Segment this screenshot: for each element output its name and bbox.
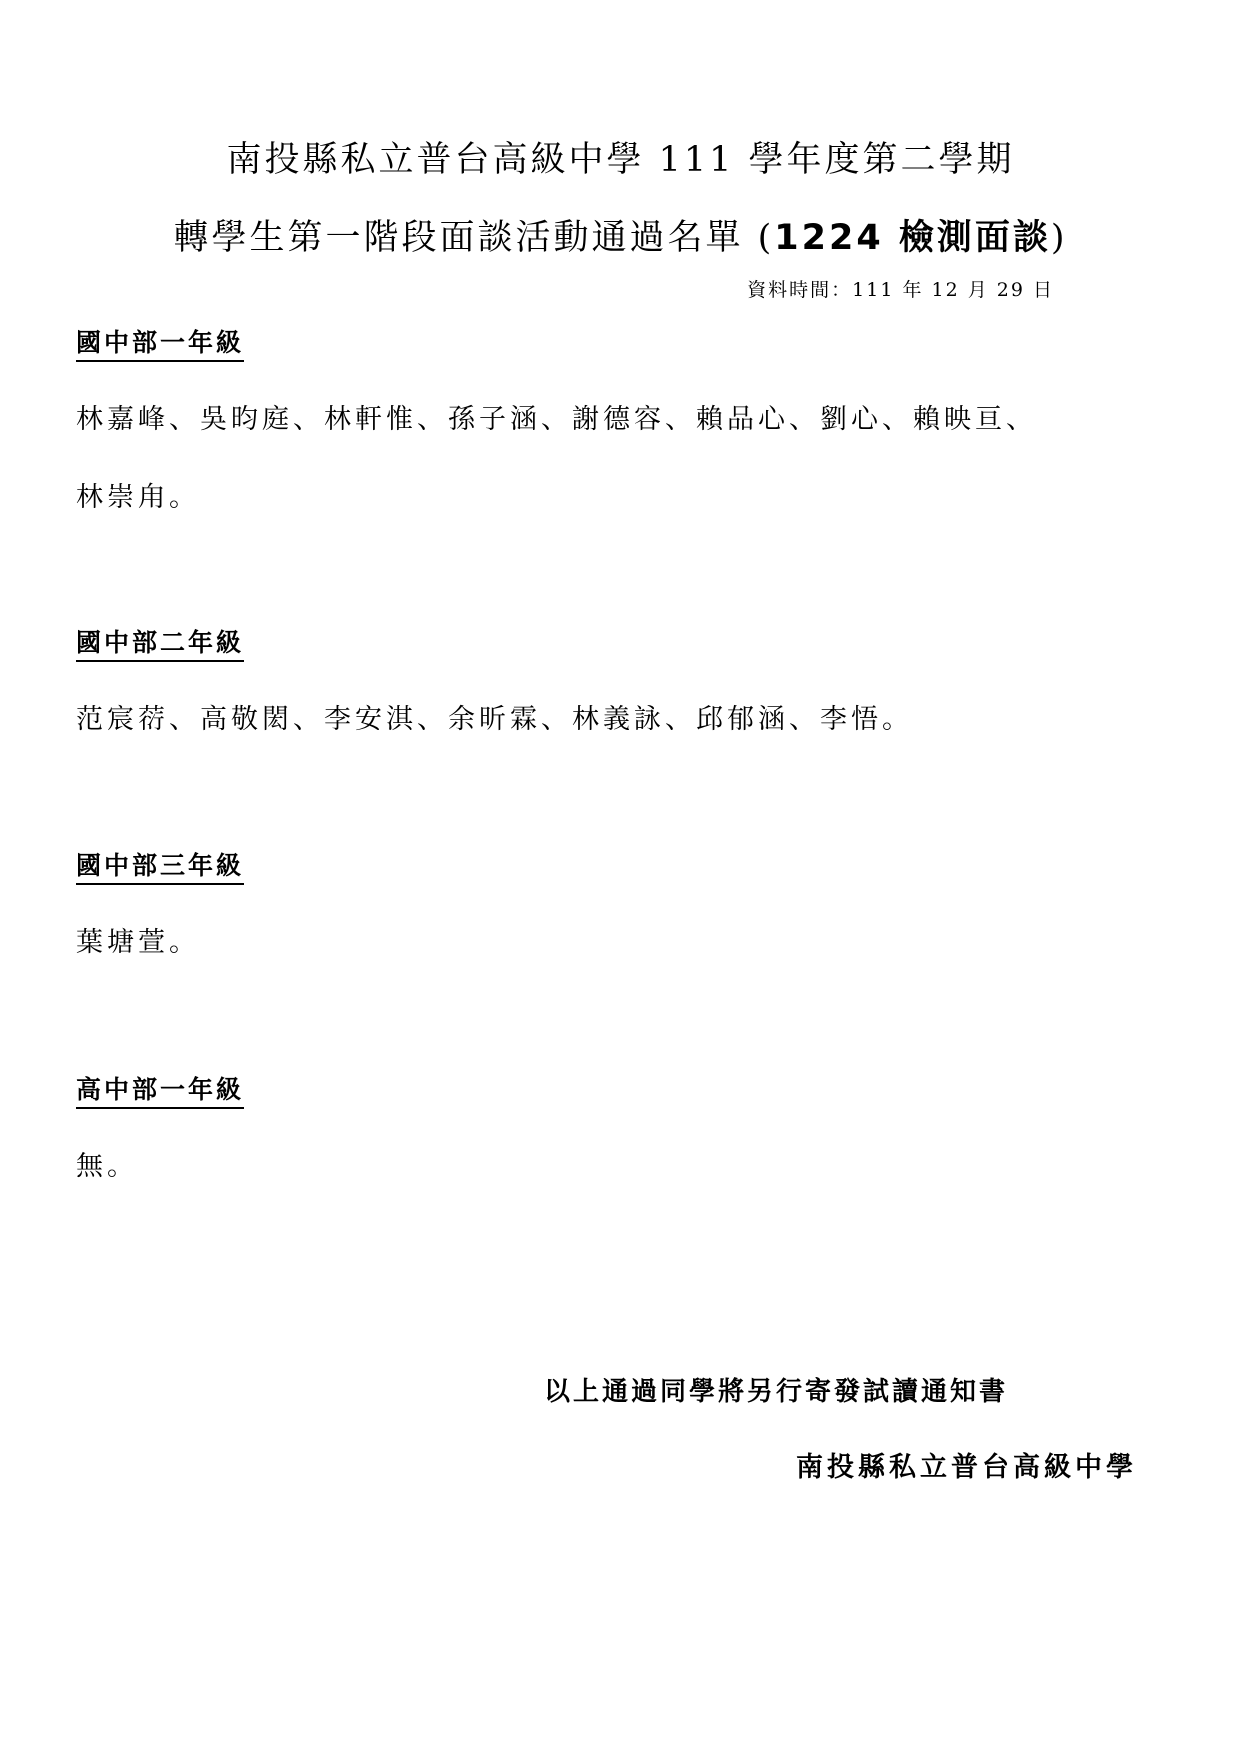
section-heading-junior-grade-3: 國中部三年級 <box>76 851 244 885</box>
title-line-2-prefix: 轉學生第一階段面談活動通過名單 ( <box>173 218 775 258</box>
name-list-line: 范宸葕、高敬閎、李安淇、余昕霖、林義詠、邱郁涵、李悟。 <box>76 704 913 735</box>
section-heading-junior-grade-1: 國中部一年級 <box>76 328 244 362</box>
name-list-line: 葉塘萱。 <box>76 927 200 958</box>
section-heading-junior-grade-2: 國中部二年級 <box>76 628 244 662</box>
document-title-line-1: 南投縣私立普台高級中學 111 學年度第二學期 <box>226 140 1015 180</box>
title-line-2-bold: 1224 檢測面談 <box>774 218 1051 258</box>
section-list-junior-grade-3 <box>76 904 1156 982</box>
footer-note: 以上通過同學將另行寄發試讀通知書 <box>544 1377 1009 1407</box>
section-list-junior-grade-1 <box>76 381 1156 537</box>
data-timestamp: 資料時間：111 年 12 月 29 日 <box>747 279 1054 301</box>
section-heading-senior-grade-1: 高中部一年級 <box>76 1075 244 1109</box>
section-list-senior-grade-1 <box>76 1128 1156 1206</box>
name-list-line: 林嘉峰、吳昀庭、林軒惟、孫子涵、謝德容、賴品心、劉心、賴映亘、 <box>76 404 1037 435</box>
name-list-line: 林崇甪。 <box>76 482 200 513</box>
name-list-line: 無。 <box>76 1151 138 1182</box>
footer-school-name: 南投縣私立普台高級中學 <box>796 1452 1137 1483</box>
title-line-2-suffix: ) <box>1050 218 1068 258</box>
section-list-junior-grade-2 <box>76 681 1156 759</box>
document-title-line-2 <box>0 210 1241 260</box>
